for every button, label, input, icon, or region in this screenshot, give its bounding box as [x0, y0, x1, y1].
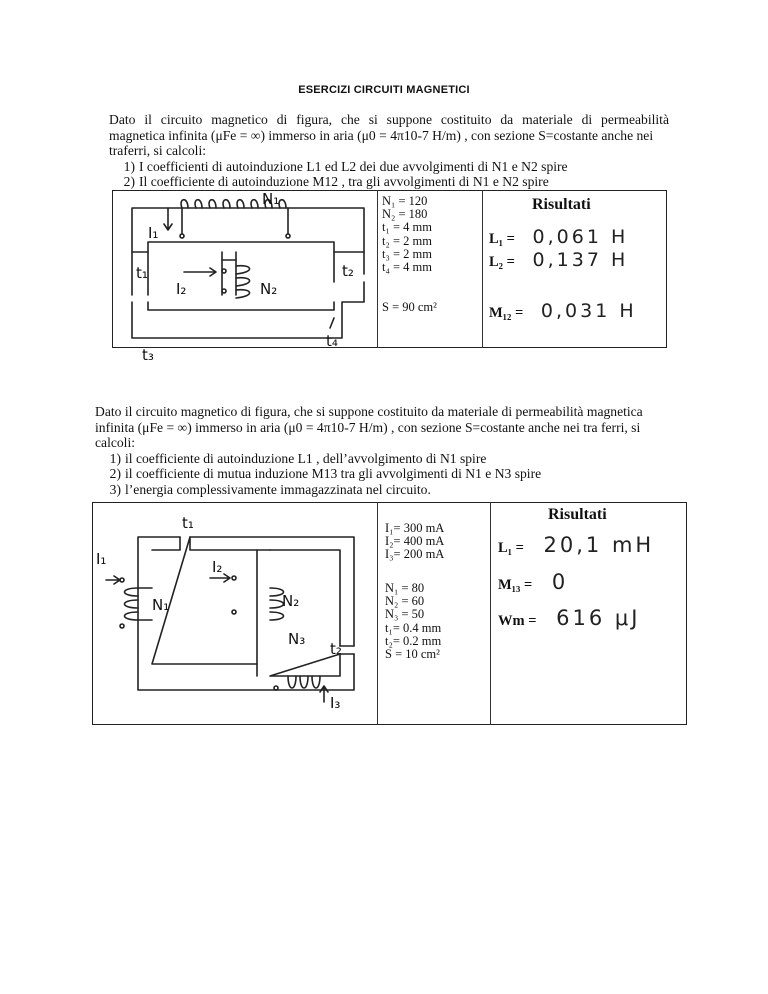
ex1-q1-number: 1) — [123, 158, 135, 174]
ex2-result-label: L₁ = — [498, 540, 524, 556]
ex1-data-item: t₁ = 4 mm — [382, 220, 432, 235]
ex1-result-label: M₁₂ = — [489, 305, 524, 321]
ex2-data-item: t₂= 0.2 mm — [385, 633, 442, 648]
ex2-question-1 — [95, 451, 687, 467]
ex1-label-i2: I₂ — [176, 280, 187, 298]
ex1-core-top — [132, 208, 364, 252]
ex1-result-value: 0,137 H — [532, 249, 629, 271]
ex1-result-value: 0,061 H — [532, 226, 629, 248]
ex1-q2-number: 2) — [123, 174, 135, 190]
ex1-intro-line-2: magnetica infinita (μFe = ∞) immerso in aria (μ0 = 4π10-7 H/m) , con sezione S=costante anche nei — [109, 127, 654, 143]
ex1-intro-line-3: traferri, si calcoli: — [109, 143, 206, 159]
ex2-result-value: 616 μJ — [556, 606, 641, 630]
ex2-label-n2: N₂ — [282, 592, 300, 610]
ex1-data-item: N₁ = 120 — [382, 194, 428, 208]
ex1-data-item: t₄ = 4 mm — [382, 260, 432, 275]
ex2-result-m13 — [498, 570, 568, 594]
ex2-data-item: t₁= 0.4 mm — [385, 620, 442, 635]
ex2-magnetic-circuit-drawing — [92, 502, 377, 725]
ex2-data-item: N₁ = 80 — [385, 581, 425, 595]
ex1-label-t4: t₄ — [326, 332, 338, 350]
ex2-q3-text: l’energia complessivamente immagazzinata nel circuito. — [125, 481, 431, 497]
ex1-result-value: 0,031 H — [540, 300, 637, 322]
ex1-intro — [109, 112, 669, 190]
ex1-question-1 — [109, 159, 669, 175]
ex1-label-i1: I₁ — [148, 224, 159, 242]
ex2-current-item: I₂= 400 mA — [385, 534, 445, 549]
ex2-data-list — [385, 582, 441, 661]
ex1-label-n2: N₂ — [260, 280, 278, 298]
ex2-intro-line-3: calcoli: — [95, 435, 136, 451]
ex2-q3-number: 3) — [109, 481, 121, 497]
ex1-label-n1: N₁ — [262, 190, 280, 208]
ex1-divider-1 — [377, 190, 378, 348]
ex2-label-i2: I₂ — [212, 558, 223, 576]
ex1-results-title: Risultati — [532, 196, 591, 213]
ex2-results-title: Risultati — [548, 506, 607, 523]
ex2-intro-line-2: infinita (μFe = ∞) immerso in aria (μ0 = 4π10-7 H/m) , con sezione S=costante anche nei tra ferri, si — [95, 419, 641, 435]
ex2-result-wm — [498, 606, 640, 630]
ex2-result-value: 20,1 mH — [543, 533, 655, 557]
ex1-data-item: N₂ = 180 — [382, 207, 428, 222]
ex2-q2-text: il coefficiente di mutua induzione M13 tra gli avvolgimenti di N1 e N3 spire — [125, 466, 542, 482]
ex1-label-t1: t₁ — [136, 264, 148, 282]
ex2-label-i1: I₁ — [96, 550, 107, 568]
ex1-section: S = 90 cm² — [382, 300, 437, 314]
ex2-current-item: I₁= 300 mA — [385, 521, 445, 535]
ex2-label-n3: N₃ — [288, 630, 306, 648]
ex1-result-m12 — [489, 300, 637, 322]
ex2-question-3 — [95, 482, 687, 498]
ex2-result-value: 0 — [551, 570, 569, 594]
ex2-currents-list — [385, 522, 444, 562]
ex1-question-2 — [109, 174, 669, 190]
ex2-data-item: N₂ = 60 — [385, 594, 425, 609]
ex1-intro-line-1: Dato il circuito magnetico di figura, che si suppone costituito da materiale di permeabilità — [109, 112, 669, 127]
ex2-label-n1: N₁ — [152, 596, 170, 614]
ex1-q1-text: I coefficienti di autoinduzione L1 ed L2 dei due avvolgimenti di N1 e N2 spire — [139, 158, 568, 174]
ex1-q2-text: Il coefficiente di autoinduzione M12 , tra gli avvolgimenti di N1 e N2 spire — [139, 174, 549, 190]
ex1-result-label: L₁ = — [489, 231, 515, 247]
ex1-data-item: t₂ = 2 mm — [382, 233, 432, 248]
ex2-q1-number: 1) — [109, 450, 121, 466]
ex2-label-i3: I₃ — [330, 694, 341, 712]
ex1-label-t3: t₃ — [142, 346, 154, 364]
ex1-data-item: t₃ = 2 mm — [382, 246, 432, 261]
ex2-result-label: M₁₃ = — [498, 577, 533, 593]
ex2-label-t2: t₂ — [330, 640, 342, 658]
ex2-q1-text: il coefficiente di autoinduzione L1 , dell’avvolgimento di N1 spire — [125, 450, 487, 466]
ex2-intro-line-1: Dato il circuito magnetico di figura, che si suppone costituito da materiale di permeabilità magnetica — [95, 404, 643, 419]
ex2-result-l1 — [498, 533, 654, 557]
ex1-result-label: L₂ = — [489, 254, 515, 270]
ex1-divider-2 — [482, 190, 483, 348]
ex2-intro — [95, 404, 687, 498]
ex2-data-item: N₃ = 50 — [385, 607, 425, 622]
ex1-result-l1 — [489, 226, 628, 248]
ex2-current-item: I₃= 200 mA — [385, 547, 445, 562]
ex2-divider-2 — [490, 502, 491, 725]
page-title: ESERCIZI CIRCUITI MAGNETICI — [298, 84, 470, 96]
ex2-question-2 — [95, 466, 687, 482]
ex2-data-item: S = 10 cm² — [385, 647, 440, 662]
ex1-result-l2 — [489, 249, 628, 271]
ex1-label-t2: t₂ — [342, 262, 354, 280]
ex2-q2-number: 2) — [109, 466, 121, 482]
ex1-data-list — [382, 195, 432, 274]
ex2-label-t1: t₁ — [182, 514, 194, 532]
ex2-divider-1 — [377, 502, 378, 725]
ex1-magnetic-circuit-drawing — [112, 190, 377, 364]
ex2-result-label: Wm = — [498, 613, 537, 629]
